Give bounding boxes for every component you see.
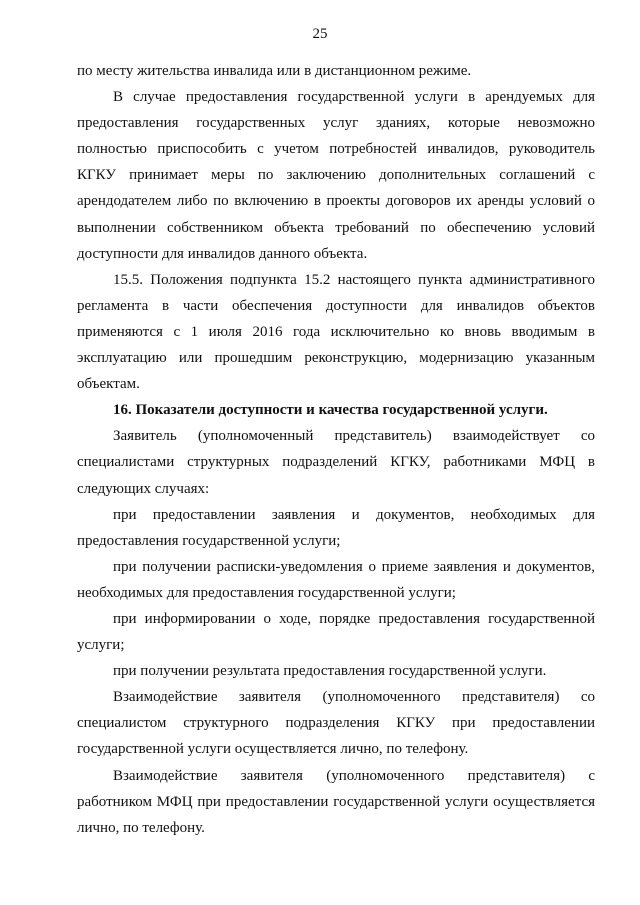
list-item-result: при получении результата предоставления государственной услуги.: [113, 663, 547, 680]
list-item-receipt: при получении расписки-уведомления о приеме заявления и документов, необходимых для предоставления государственной услуги;: [77, 558, 595, 601]
paragraph-mfc-interaction: Взаимодействие заявителя (уполномоченного представителя) с работником МФЦ при предоставлении государственной услуги осуществляется лично, по телефону.: [77, 767, 595, 836]
paragraph-15-5: 15.5. Положения подпункта 15.2 настоящего пункта административного регламента в части обеспечения доступности для инвалидов объектов применяются с 1 июля 2016 года исключительно ко вновь вводимым в эксплуатацию или прошедшим реконструкцию, модернизацию указанным объектам.: [77, 271, 595, 393]
list-item-informing: при информировании о ходе, порядке предоставления государственной услуги;: [77, 610, 595, 654]
paragraph-rented-buildings: В случае предоставления государственной услуги в арендуемых для предоставления государственных услуг зданиях, которые невозможно полностью приспособить с учетом потребностей инвалидов, руководитель КГКУ принимает меры по заключению дополнительных соглашений с арендодателем либо по включению в проекты договоров их аренды условий о выполнении собственником объекта требований по обеспечению условий доступности для инвалидов данного объекта.: [77, 89, 595, 262]
page-number: 25: [312, 26, 328, 42]
paragraph-continuation: по месту жительства инвалида или в дистанционном режиме.: [77, 63, 472, 79]
list-item-submission: при предоставлении заявления и документов, необходимых для предоставления государственной услуги;: [77, 506, 595, 549]
paragraph-interaction-cases: Заявитель (уполномоченный представитель) взаимодействует со специалистами структурных подразделений КГКУ, работниками МФЦ в следующих случаях:: [77, 428, 595, 497]
section-heading-16: 16. Показатели доступности и качества государственной услуги.: [113, 402, 548, 419]
paragraph-kgku-interaction: Взаимодействие заявителя (уполномоченного представителя) со специалистом структурного подразделения КГКУ при предоставлении государственной услуги осуществляется лично, по телефону.: [77, 689, 595, 758]
document-body: [77, 58, 595, 841]
